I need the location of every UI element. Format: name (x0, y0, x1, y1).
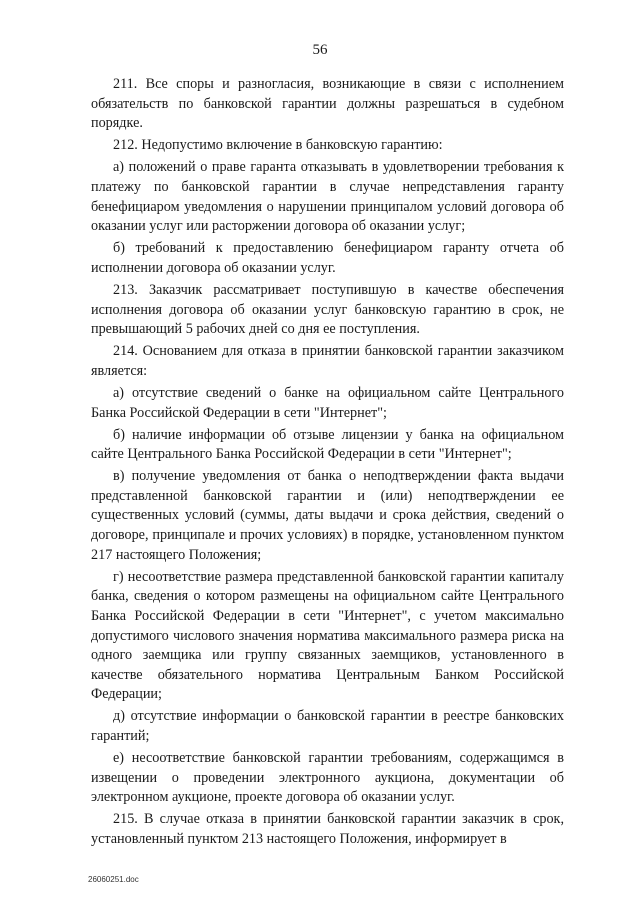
paragraph-215: 215. В случае отказа в принятии банковской гарантии заказчик в срок, установленный пунктом 213 настоящего Положения, информирует в (91, 811, 564, 847)
paragraph-214: 214. Основанием для отказа в принятии банковской гарантии заказчиком является: (91, 343, 564, 379)
paragraph-213: 213. Заказчик рассматривает поступившую в качестве обеспечения исполнения договора об оказании услуг банковскую гарантию в срок, не превышающий 5 рабочих дней со дня ее поступления. (91, 281, 564, 338)
paragraph-214-d: д) отсутствие информации о банковской гарантии в реестре банковских гарантий; (91, 708, 564, 744)
paragraph-211: 211. Все споры и разногласия, возникающие в связи с исполнением обязательств по банковской гарантии должны разрешаться в судебном порядке. (91, 76, 564, 132)
paragraph-212: 212. Недопустимо включение в банковскую гарантию: (113, 137, 443, 154)
paragraph-214-v: в) получение уведомления от банка о неподтверждении факта выдачи представленной банковской гарантии и (или) неподтверждении ее существенных условий (суммы, даты выдачи и срока действия, сведений о договоре, принципале и прочих условиях) в порядке, установленном пунктом 217 настоящего Положения; (91, 468, 564, 563)
paragraph-212-b: б) требований к предоставлению бенефициаром гаранту отчета об исполнении договора об оказании услуг. (91, 240, 564, 276)
paragraph-212-a: а) положений о праве гаранта отказывать в удовлетворении требования к платежу по банковской гарантии в случае непредставления гаранту бенефициаром уведомления о нарушении принципалом условий договора об оказании услуг или расторжении договора об оказании услуг; (91, 159, 564, 235)
paragraph-214-b: б) наличие информации об отзыве лицензии у банка на официальном сайте Центрального Банка Российской Федерации в сети "Интернет"; (91, 426, 564, 463)
footer-file-name: 26060251.doc (88, 875, 139, 884)
document-body (91, 75, 564, 852)
paragraph-214-a: а) отсутствие сведений о банке на официальном сайте Центрального Банка Российской Федерации в сети "Интернет"; (91, 384, 564, 421)
paragraph-214-e: е) несоответствие банковской гарантии требованиям, содержащимся в извещении о проведении электронного аукциона, документации об электронном аукционе, проекте договора об оказании услуг. (91, 750, 564, 806)
paragraph-214-g: г) несоответствие размера представленной банковской гарантии капиталу банка, сведения о котором размещены на официальном сайте Центрального Банка Российской Федерации в сети "Интернет", с учетом максимально допустимого числового значения норматива максимального размера риска на одного заемщика или группу связанных заемщиков, установленного в качестве обязательного норматива Центральным Банком Российской Федерации; (91, 568, 564, 703)
page-number: 56 (312, 42, 328, 58)
